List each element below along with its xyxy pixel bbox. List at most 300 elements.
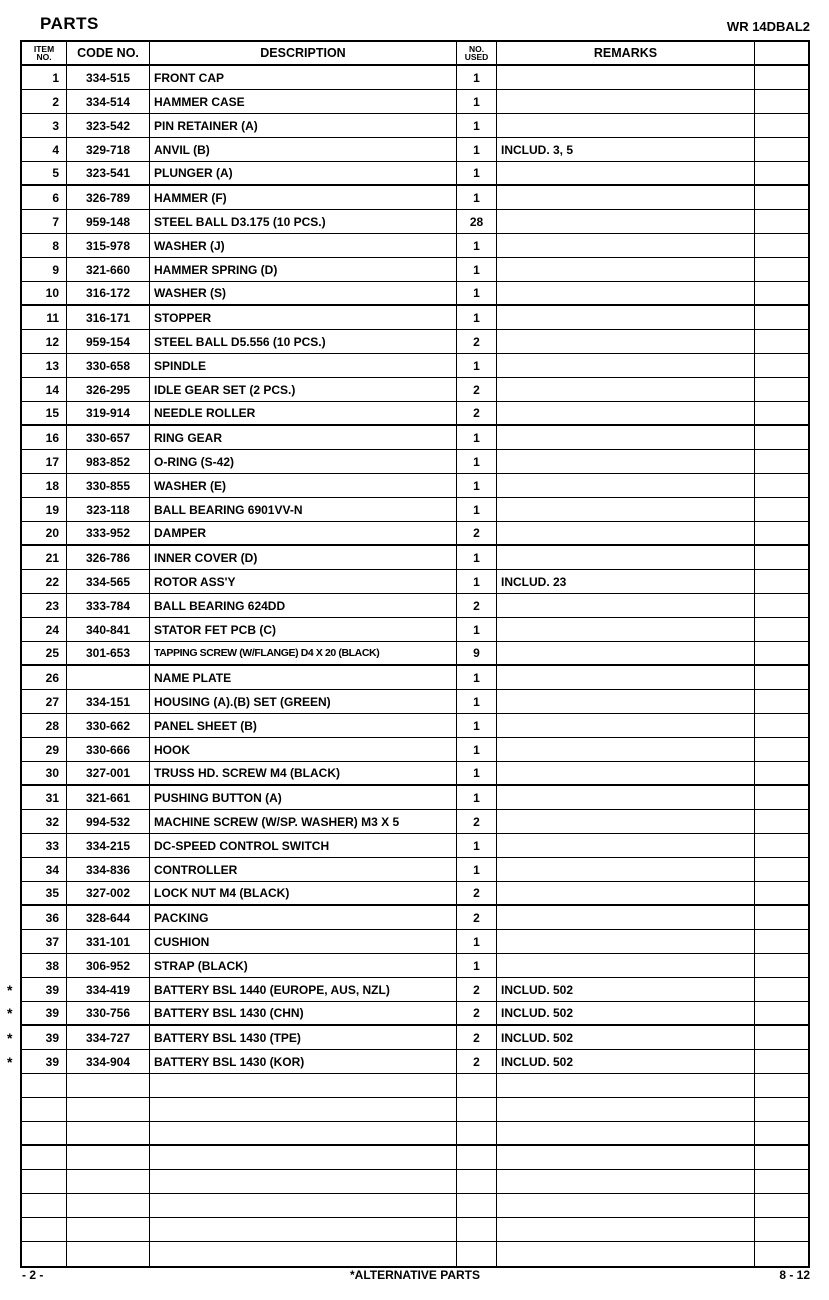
item-no-cell: 19 bbox=[22, 498, 67, 521]
remarks-cell bbox=[497, 642, 755, 664]
no-used-cell bbox=[457, 1242, 497, 1266]
table-row bbox=[22, 66, 808, 90]
remarks-cell: INCLUD. 502 bbox=[497, 978, 755, 1001]
extra-cell bbox=[755, 90, 808, 113]
table-row bbox=[7, 1002, 808, 1026]
item-no-cell bbox=[22, 1170, 67, 1193]
table-row bbox=[22, 306, 808, 330]
code-no-cell bbox=[67, 1242, 150, 1266]
code-no-cell: 333-784 bbox=[67, 594, 150, 617]
parts-table bbox=[7, 40, 810, 1268]
no-used-cell bbox=[457, 1122, 497, 1144]
extra-cell bbox=[755, 858, 808, 881]
description-cell: HAMMER SPRING (D) bbox=[150, 258, 457, 281]
no-used-cell: 1 bbox=[457, 498, 497, 521]
remarks-cell bbox=[497, 306, 755, 329]
table-header-row bbox=[22, 42, 808, 66]
extra-cell bbox=[755, 162, 808, 184]
no-used-cell: 1 bbox=[457, 306, 497, 329]
no-used-cell: 2 bbox=[457, 402, 497, 424]
model-number: WR 14DBAL2 bbox=[726, 19, 810, 34]
no-used-cell: 1 bbox=[457, 162, 497, 184]
code-no-cell: 334-727 bbox=[67, 1026, 150, 1049]
description-cell: INNER COVER (D) bbox=[150, 546, 457, 569]
table-row bbox=[22, 762, 808, 786]
no-used-cell: 2 bbox=[457, 1002, 497, 1024]
remarks-cell bbox=[497, 450, 755, 473]
no-used-cell: 1 bbox=[457, 138, 497, 161]
no-used-cell: 2 bbox=[457, 330, 497, 353]
footer-page-number: - 2 - bbox=[22, 1268, 44, 1282]
code-no-cell: 326-295 bbox=[67, 378, 150, 401]
description-cell: PUSHING BUTTON (A) bbox=[150, 786, 457, 809]
item-no-cell: 39 bbox=[22, 1050, 67, 1073]
remarks-cell bbox=[497, 546, 755, 569]
extra-cell bbox=[755, 1074, 808, 1097]
header-code-no: CODE NO. bbox=[67, 42, 150, 64]
extra-cell bbox=[755, 498, 808, 521]
code-no-cell: 334-515 bbox=[67, 66, 150, 89]
page-footer bbox=[20, 1268, 810, 1282]
code-no-cell bbox=[67, 1194, 150, 1217]
remarks-cell bbox=[497, 690, 755, 713]
code-no-cell: 315-978 bbox=[67, 234, 150, 257]
description-cell bbox=[150, 1098, 457, 1121]
description-cell: WASHER (S) bbox=[150, 282, 457, 304]
alternative-part-asterisk: * bbox=[7, 1029, 13, 1046]
no-used-cell: 1 bbox=[457, 234, 497, 257]
code-no-cell: 959-148 bbox=[67, 210, 150, 233]
no-used-cell: 1 bbox=[457, 90, 497, 113]
table-row bbox=[22, 642, 808, 666]
code-no-cell: 330-658 bbox=[67, 354, 150, 377]
code-no-cell bbox=[67, 666, 150, 689]
item-no-cell: 25 bbox=[22, 642, 67, 664]
table-row bbox=[22, 282, 808, 306]
extra-cell bbox=[755, 234, 808, 257]
table-row bbox=[22, 498, 808, 522]
no-used-cell: 1 bbox=[457, 426, 497, 449]
remarks-cell bbox=[497, 906, 755, 929]
remarks-cell: INCLUD. 23 bbox=[497, 570, 755, 593]
remarks-cell bbox=[497, 90, 755, 113]
description-cell: DAMPER bbox=[150, 522, 457, 544]
remarks-cell bbox=[497, 498, 755, 521]
remarks-cell bbox=[497, 378, 755, 401]
no-used-cell bbox=[457, 1218, 497, 1241]
no-used-cell bbox=[457, 1146, 497, 1169]
table-body bbox=[7, 66, 808, 1266]
description-cell: CONTROLLER bbox=[150, 858, 457, 881]
header-item-line1: ITEM bbox=[33, 43, 55, 54]
header-item-line2: NO. bbox=[36, 52, 52, 62]
remarks-cell bbox=[497, 330, 755, 353]
table-row bbox=[22, 810, 808, 834]
code-no-cell: 326-789 bbox=[67, 186, 150, 209]
code-no-cell: 959-154 bbox=[67, 330, 150, 353]
remarks-cell bbox=[497, 1074, 755, 1097]
item-no-cell bbox=[22, 1194, 67, 1217]
item-no-cell bbox=[22, 1146, 67, 1169]
code-no-cell bbox=[67, 1122, 150, 1144]
header-remarks: REMARKS bbox=[497, 42, 755, 64]
extra-cell bbox=[755, 714, 808, 737]
item-no-cell: 24 bbox=[22, 618, 67, 641]
no-used-cell: 2 bbox=[457, 882, 497, 904]
description-cell: ANVIL (B) bbox=[150, 138, 457, 161]
description-cell: TRUSS HD. SCREW M4 (BLACK) bbox=[150, 762, 457, 784]
no-used-cell: 2 bbox=[457, 978, 497, 1001]
header-extra-column bbox=[755, 42, 808, 64]
code-no-cell: 983-852 bbox=[67, 450, 150, 473]
table-row bbox=[22, 234, 808, 258]
no-used-cell: 1 bbox=[457, 282, 497, 304]
table-row bbox=[22, 114, 808, 138]
description-cell: HAMMER CASE bbox=[150, 90, 457, 113]
extra-cell bbox=[755, 1122, 808, 1144]
remarks-cell: INCLUD. 3, 5 bbox=[497, 138, 755, 161]
description-cell: SPINDLE bbox=[150, 354, 457, 377]
description-cell: HOUSING (A).(B) SET (GREEN) bbox=[150, 690, 457, 713]
remarks-cell: INCLUD. 502 bbox=[497, 1002, 755, 1024]
item-no-cell: 15 bbox=[22, 402, 67, 424]
header-used-line1: NO. bbox=[468, 43, 485, 54]
description-cell: STEEL BALL D5.556 (10 PCS.) bbox=[150, 330, 457, 353]
table-row bbox=[22, 786, 808, 810]
item-no-cell: 31 bbox=[22, 786, 67, 809]
extra-cell bbox=[755, 906, 808, 929]
extra-cell bbox=[755, 378, 808, 401]
no-used-cell: 2 bbox=[457, 1050, 497, 1073]
item-no-cell: 37 bbox=[22, 930, 67, 953]
code-no-cell: 323-118 bbox=[67, 498, 150, 521]
code-no-cell: 334-565 bbox=[67, 570, 150, 593]
code-no-cell: 994-532 bbox=[67, 810, 150, 833]
table-row bbox=[22, 258, 808, 282]
item-no-cell: 36 bbox=[22, 906, 67, 929]
table-row bbox=[22, 90, 808, 114]
table-row bbox=[22, 1194, 808, 1218]
extra-cell bbox=[755, 282, 808, 304]
table-row bbox=[22, 618, 808, 642]
header-no-used-text bbox=[465, 45, 489, 62]
remarks-cell bbox=[497, 1098, 755, 1121]
no-used-cell bbox=[457, 1194, 497, 1217]
table-row bbox=[22, 834, 808, 858]
code-no-cell: 306-952 bbox=[67, 954, 150, 977]
no-used-cell: 1 bbox=[457, 714, 497, 737]
remarks-cell bbox=[497, 810, 755, 833]
code-no-cell: 328-644 bbox=[67, 906, 150, 929]
extra-cell bbox=[755, 618, 808, 641]
table-row bbox=[22, 426, 808, 450]
code-no-cell: 334-419 bbox=[67, 978, 150, 1001]
description-cell: O-RING (S-42) bbox=[150, 450, 457, 473]
header-description: DESCRIPTION bbox=[150, 42, 457, 64]
table-row bbox=[22, 666, 808, 690]
no-used-cell: 2 bbox=[457, 906, 497, 929]
description-cell: BALL BEARING 6901VV-N bbox=[150, 498, 457, 521]
remarks-cell bbox=[497, 714, 755, 737]
item-no-cell: 10 bbox=[22, 282, 67, 304]
description-cell: BATTERY BSL 1430 (TPE) bbox=[150, 1026, 457, 1049]
description-cell: NAME PLATE bbox=[150, 666, 457, 689]
no-used-cell: 1 bbox=[457, 354, 497, 377]
extra-cell bbox=[755, 1146, 808, 1169]
description-cell: BATTERY BSL 1430 (KOR) bbox=[150, 1050, 457, 1073]
description-cell: PANEL SHEET (B) bbox=[150, 714, 457, 737]
table-row bbox=[22, 738, 808, 762]
extra-cell bbox=[755, 426, 808, 449]
item-no-cell: 21 bbox=[22, 546, 67, 569]
table-row bbox=[22, 186, 808, 210]
remarks-cell bbox=[497, 234, 755, 257]
header-item-no-text bbox=[34, 45, 54, 62]
item-no-cell: 14 bbox=[22, 378, 67, 401]
item-no-cell: 26 bbox=[22, 666, 67, 689]
item-no-cell: 3 bbox=[22, 114, 67, 137]
extra-cell bbox=[755, 786, 808, 809]
remarks-cell bbox=[497, 522, 755, 544]
item-no-cell: 2 bbox=[22, 90, 67, 113]
table-row bbox=[22, 930, 808, 954]
item-no-cell: 34 bbox=[22, 858, 67, 881]
item-no-cell bbox=[22, 1242, 67, 1266]
extra-cell bbox=[755, 1098, 808, 1121]
code-no-cell: 334-215 bbox=[67, 834, 150, 857]
extra-cell bbox=[755, 834, 808, 857]
item-no-cell: 20 bbox=[22, 522, 67, 544]
table-row bbox=[22, 522, 808, 546]
remarks-cell bbox=[497, 594, 755, 617]
alternative-part-asterisk: * bbox=[7, 1053, 13, 1070]
header-used-line2: USED bbox=[464, 52, 489, 62]
no-used-cell: 1 bbox=[457, 858, 497, 881]
description-cell: HOOK bbox=[150, 738, 457, 761]
extra-cell bbox=[755, 186, 808, 209]
remarks-cell bbox=[497, 930, 755, 953]
item-no-cell bbox=[22, 1122, 67, 1144]
remarks-cell bbox=[497, 66, 755, 89]
table-row bbox=[22, 138, 808, 162]
table-row bbox=[22, 594, 808, 618]
extra-cell bbox=[755, 1002, 808, 1024]
description-cell bbox=[150, 1242, 457, 1266]
extra-cell bbox=[755, 570, 808, 593]
description-cell: STATOR FET PCB (C) bbox=[150, 618, 457, 641]
code-no-cell bbox=[67, 1098, 150, 1121]
remarks-cell bbox=[497, 834, 755, 857]
remarks-cell bbox=[497, 114, 755, 137]
table-row bbox=[22, 714, 808, 738]
code-no-cell: 333-952 bbox=[67, 522, 150, 544]
description-cell: ROTOR ASS'Y bbox=[150, 570, 457, 593]
remarks-cell: INCLUD. 502 bbox=[497, 1050, 755, 1073]
description-cell: PACKING bbox=[150, 906, 457, 929]
table-row bbox=[22, 546, 808, 570]
code-no-cell: 334-904 bbox=[67, 1050, 150, 1073]
remarks-cell bbox=[497, 858, 755, 881]
remarks-cell bbox=[497, 1218, 755, 1241]
extra-cell bbox=[755, 1194, 808, 1217]
code-no-cell: 321-660 bbox=[67, 258, 150, 281]
footer-revision-code: 8 - 12 bbox=[779, 1268, 810, 1282]
no-used-cell: 2 bbox=[457, 378, 497, 401]
extra-cell bbox=[755, 306, 808, 329]
extra-cell bbox=[755, 1170, 808, 1193]
code-no-cell: 334-836 bbox=[67, 858, 150, 881]
extra-cell bbox=[755, 594, 808, 617]
table-row bbox=[22, 474, 808, 498]
remarks-cell bbox=[497, 162, 755, 184]
no-used-cell: 1 bbox=[457, 186, 497, 209]
remarks-cell bbox=[497, 258, 755, 281]
no-used-cell: 1 bbox=[457, 450, 497, 473]
description-cell: WASHER (J) bbox=[150, 234, 457, 257]
description-cell: LOCK NUT M4 (BLACK) bbox=[150, 882, 457, 904]
table-row bbox=[7, 978, 808, 1002]
description-cell: BALL BEARING 624DD bbox=[150, 594, 457, 617]
description-cell: BATTERY BSL 1430 (CHN) bbox=[150, 1002, 457, 1024]
no-used-cell: 1 bbox=[457, 762, 497, 784]
item-no-cell: 6 bbox=[22, 186, 67, 209]
description-cell: NEEDLE ROLLER bbox=[150, 402, 457, 424]
description-cell: PIN RETAINER (A) bbox=[150, 114, 457, 137]
no-used-cell: 1 bbox=[457, 834, 497, 857]
table-row bbox=[22, 450, 808, 474]
extra-cell bbox=[755, 522, 808, 544]
code-no-cell: 334-151 bbox=[67, 690, 150, 713]
code-no-cell: 340-841 bbox=[67, 618, 150, 641]
remarks-cell bbox=[497, 474, 755, 497]
remarks-cell bbox=[497, 762, 755, 784]
code-no-cell: 329-718 bbox=[67, 138, 150, 161]
description-cell: DC-SPEED CONTROL SWITCH bbox=[150, 834, 457, 857]
no-used-cell: 1 bbox=[457, 954, 497, 977]
extra-cell bbox=[755, 546, 808, 569]
code-no-cell: 330-657 bbox=[67, 426, 150, 449]
extra-cell bbox=[755, 642, 808, 664]
extra-cell bbox=[755, 354, 808, 377]
table-row bbox=[22, 210, 808, 234]
description-cell bbox=[150, 1170, 457, 1193]
table-row bbox=[7, 1026, 808, 1050]
description-cell bbox=[150, 1074, 457, 1097]
extra-cell bbox=[755, 114, 808, 137]
no-used-cell bbox=[457, 1074, 497, 1097]
item-no-cell: 33 bbox=[22, 834, 67, 857]
description-cell: HAMMER (F) bbox=[150, 186, 457, 209]
extra-cell bbox=[755, 402, 808, 424]
description-cell: TAPPING SCREW (W/FLANGE) D4 X 20 (BLACK) bbox=[150, 642, 457, 664]
remarks-cell bbox=[497, 1242, 755, 1266]
no-used-cell: 2 bbox=[457, 1026, 497, 1049]
extra-cell bbox=[755, 474, 808, 497]
item-no-cell: 13 bbox=[22, 354, 67, 377]
no-used-cell bbox=[457, 1170, 497, 1193]
description-cell: IDLE GEAR SET (2 PCS.) bbox=[150, 378, 457, 401]
item-no-cell: 12 bbox=[22, 330, 67, 353]
extra-cell bbox=[755, 690, 808, 713]
no-used-cell: 9 bbox=[457, 642, 497, 664]
remarks-cell bbox=[497, 882, 755, 904]
remarks-cell bbox=[497, 426, 755, 449]
no-used-cell: 28 bbox=[457, 210, 497, 233]
table-row bbox=[22, 1146, 808, 1170]
extra-cell bbox=[755, 810, 808, 833]
no-used-cell: 1 bbox=[457, 66, 497, 89]
remarks-cell bbox=[497, 1146, 755, 1169]
description-cell: MACHINE SCREW (W/SP. WASHER) M3 X 5 bbox=[150, 810, 457, 833]
code-no-cell: 331-101 bbox=[67, 930, 150, 953]
no-used-cell: 1 bbox=[457, 546, 497, 569]
code-no-cell: 330-855 bbox=[67, 474, 150, 497]
code-no-cell: 319-914 bbox=[67, 402, 150, 424]
item-no-cell bbox=[22, 1218, 67, 1241]
extra-cell bbox=[755, 1242, 808, 1266]
item-no-cell: 18 bbox=[22, 474, 67, 497]
header-item-no bbox=[22, 42, 67, 64]
table-row bbox=[22, 330, 808, 354]
no-used-cell: 1 bbox=[457, 666, 497, 689]
table-row bbox=[22, 570, 808, 594]
table-row bbox=[22, 1170, 808, 1194]
item-no-cell bbox=[22, 1074, 67, 1097]
extra-cell bbox=[755, 762, 808, 784]
description-cell: PLUNGER (A) bbox=[150, 162, 457, 184]
remarks-cell: INCLUD. 502 bbox=[497, 1026, 755, 1049]
footer-alternative-parts-note: *ALTERNATIVE PARTS bbox=[349, 1268, 480, 1282]
description-cell: WASHER (E) bbox=[150, 474, 457, 497]
extra-cell bbox=[755, 210, 808, 233]
remarks-cell bbox=[497, 738, 755, 761]
extra-cell bbox=[755, 258, 808, 281]
description-cell: STRAP (BLACK) bbox=[150, 954, 457, 977]
remarks-cell bbox=[497, 354, 755, 377]
item-no-cell: 39 bbox=[22, 1002, 67, 1024]
item-no-cell: 39 bbox=[22, 978, 67, 1001]
code-no-cell bbox=[67, 1146, 150, 1169]
code-no-cell: 330-662 bbox=[67, 714, 150, 737]
item-no-cell: 29 bbox=[22, 738, 67, 761]
item-no-cell: 17 bbox=[22, 450, 67, 473]
item-no-cell bbox=[22, 1098, 67, 1121]
item-no-cell: 7 bbox=[22, 210, 67, 233]
extra-cell bbox=[755, 450, 808, 473]
no-used-cell: 1 bbox=[457, 474, 497, 497]
table-row bbox=[22, 1074, 808, 1098]
item-no-cell: 39 bbox=[22, 1026, 67, 1049]
no-used-cell: 1 bbox=[457, 786, 497, 809]
extra-cell bbox=[755, 930, 808, 953]
page-title: PARTS bbox=[40, 14, 99, 33]
remarks-cell bbox=[497, 786, 755, 809]
code-no-cell bbox=[67, 1074, 150, 1097]
remarks-cell bbox=[497, 186, 755, 209]
no-used-cell: 2 bbox=[457, 594, 497, 617]
table-row bbox=[22, 882, 808, 906]
table-row bbox=[22, 1122, 808, 1146]
no-used-cell: 1 bbox=[457, 114, 497, 137]
table-row bbox=[22, 954, 808, 978]
item-no-cell: 27 bbox=[22, 690, 67, 713]
code-no-cell: 316-171 bbox=[67, 306, 150, 329]
table-row bbox=[22, 378, 808, 402]
extra-cell bbox=[755, 882, 808, 904]
item-no-cell: 4 bbox=[22, 138, 67, 161]
code-no-cell: 330-756 bbox=[67, 1002, 150, 1024]
code-no-cell bbox=[67, 1218, 150, 1241]
